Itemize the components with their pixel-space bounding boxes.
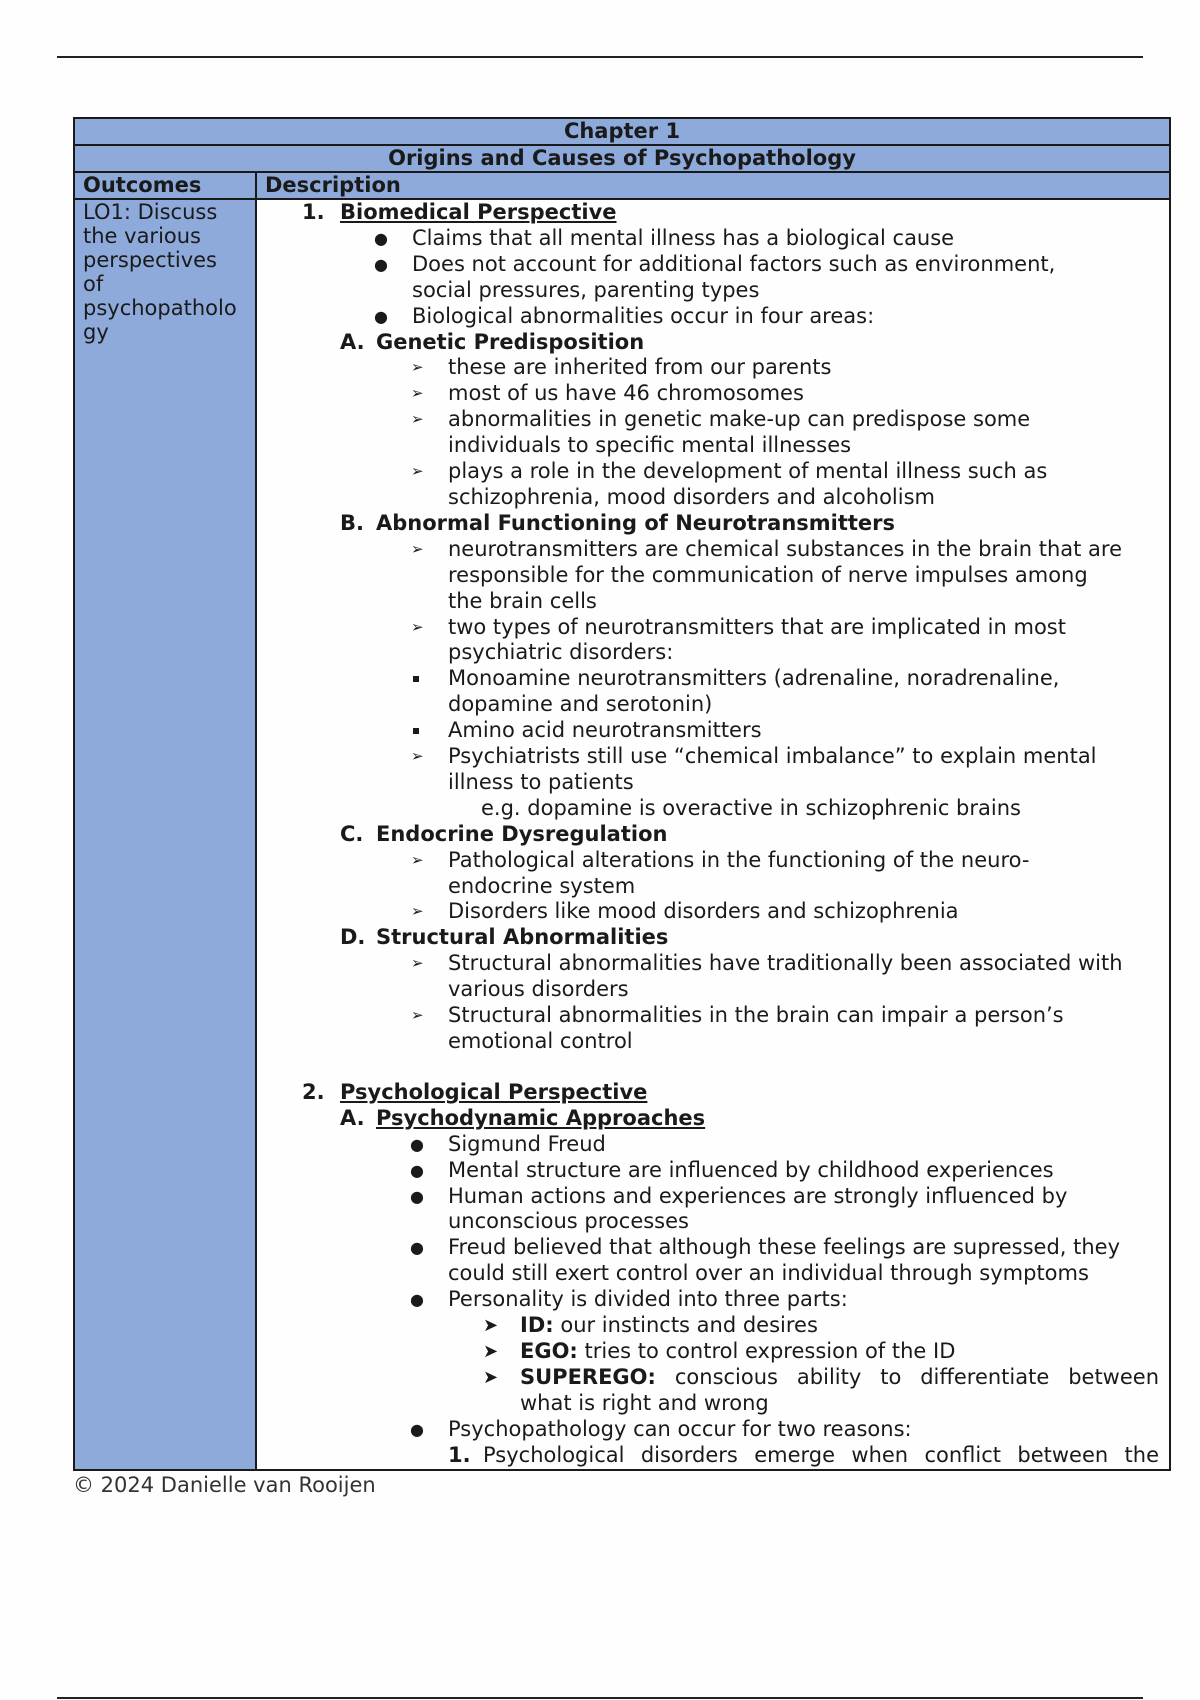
arrow-bullet-icon: ➤ xyxy=(483,1366,499,1388)
copyright-footer: © 2024 Danielle van Rooijen xyxy=(73,1473,376,1497)
list-item-continued: illness to patients xyxy=(448,769,634,794)
section-number: 2. xyxy=(302,1079,325,1104)
subsection-title: Abnormal Functioning of Neurotransmitters xyxy=(376,510,896,535)
arrow-bullet-icon: ➤ xyxy=(483,1340,499,1362)
list-item-continued: dopamine and serotonin) xyxy=(448,692,713,717)
subsection-letter: A. xyxy=(340,1105,365,1130)
outcome-cell xyxy=(74,199,256,1470)
subsection-title: Psychodynamic Approaches xyxy=(376,1105,706,1130)
list-item: ● Does not account for additional factors such as environment, xyxy=(374,251,1056,276)
list-item-continued: the brain cells xyxy=(448,588,597,613)
list-item-continued: social pressures, parenting types xyxy=(412,277,760,302)
list-item-continued: schizophrenia, mood disorders and alcoholism xyxy=(448,484,935,509)
section-heading xyxy=(257,200,1159,226)
arrow-bullet-icon: ➢ xyxy=(411,539,424,558)
list-item: ➢ neurotransmitters are chemical substances in the brain that are xyxy=(411,536,1123,561)
section-title: Biomedical Perspective xyxy=(340,200,617,224)
list-item: ➤ SUPEREGO: conscious ability to differentiate between xyxy=(483,1364,1160,1389)
bullet-icon: ● xyxy=(374,254,388,274)
example-text: e.g. dopamine is overactive in schizophrenic brains xyxy=(481,795,1021,820)
arrow-bullet-icon: ➢ xyxy=(411,462,424,481)
outcome-line: of xyxy=(83,272,104,296)
list-item: ● Sigmund Freud xyxy=(410,1131,606,1156)
arrow-bullet-icon: ➢ xyxy=(411,358,424,377)
subsection-title: Genetic Predisposition xyxy=(376,329,645,354)
list-item-continued: unconscious processes xyxy=(448,1209,689,1234)
bullet-icon: ● xyxy=(410,1290,424,1310)
list-item: ➢ two types of neurotransmitters that are implicated in most xyxy=(411,614,1066,639)
arrow-bullet-icon: ➢ xyxy=(411,747,424,766)
chapter-title: Origins and Causes of Psychopathology xyxy=(74,145,1170,172)
list-item: ● Personality is divided into three parts: xyxy=(410,1287,848,1312)
subsection-letter: C. xyxy=(340,821,364,846)
subsection-letter: D. xyxy=(340,925,366,950)
list-item-continued: what is right and wrong xyxy=(520,1390,769,1415)
square-bullet-icon xyxy=(413,676,419,682)
footer-rule xyxy=(57,1697,1143,1699)
bullet-icon: ● xyxy=(410,1419,424,1439)
section-title: Psychological Perspective xyxy=(340,1079,648,1104)
subsection-heading xyxy=(257,330,1159,356)
list-item: ➢ Disorders like mood disorders and schizophrenia xyxy=(411,899,959,924)
list-item: ➢ most of us have 46 chromosomes xyxy=(411,381,804,406)
chapter-table xyxy=(73,117,1171,1471)
arrow-bullet-icon: ➤ xyxy=(483,1315,499,1337)
list-item: ➢ these are inherited from our parents xyxy=(411,355,832,380)
outcome-line: the various xyxy=(83,224,202,248)
chapter-heading: Chapter 1 xyxy=(74,118,1170,145)
arrow-bullet-icon: ➢ xyxy=(411,384,424,403)
header-rule xyxy=(57,56,1143,58)
bullet-icon: ● xyxy=(410,1238,424,1258)
outcomes-header: Outcomes xyxy=(74,172,256,199)
outcome-line: perspectives xyxy=(83,248,217,272)
arrow-bullet-icon: ➢ xyxy=(411,410,424,429)
description-header: Description xyxy=(256,172,1170,199)
bullet-icon: ● xyxy=(410,1160,424,1180)
list-item: ➢ abnormalities in genetic make-up can predispose some xyxy=(411,407,1031,432)
list-item-continued: psychiatric disorders: xyxy=(448,640,674,665)
list-item: ● Claims that all mental illness has a biological cause xyxy=(374,225,955,250)
subsection-heading xyxy=(257,511,1159,537)
arrow-bullet-icon: ➢ xyxy=(411,617,424,636)
list-item-continued: could still exert control over an individual through symptoms xyxy=(448,1261,1089,1286)
arrow-bullet-icon: ➢ xyxy=(411,1006,424,1025)
list-item: ➢ Structural abnormalities have traditionally been associated with xyxy=(411,951,1123,976)
section-number: 1. xyxy=(302,200,325,224)
section-heading xyxy=(257,1080,1159,1106)
bullet-icon: ● xyxy=(410,1134,424,1154)
list-item-continued: responsible for the communication of nerve impulses among xyxy=(448,562,1088,587)
list-item: ● Freud believed that although these feelings are supressed, they xyxy=(410,1235,1121,1260)
numbered-item: 1. Psychological disorders emerge when conflict between the xyxy=(448,1442,1160,1467)
subsection-heading xyxy=(257,822,1159,848)
list-item: ● Human actions and experiences are strongly influenced by xyxy=(410,1183,1068,1208)
outcome-line: psychopatholo xyxy=(83,296,237,320)
item-number: 1. xyxy=(448,1442,471,1467)
list-item-continued: emotional control xyxy=(448,1029,633,1053)
list-item: ● Biological abnormalities occur in four areas: xyxy=(374,303,875,328)
list-item: ➢ Pathological alterations in the functioning of the neuro- xyxy=(411,847,1030,872)
list-item: Monoamine neurotransmitters (adrenaline, noradrenaline, xyxy=(257,666,1159,692)
bullet-icon: ● xyxy=(410,1186,424,1206)
bullet-icon: ● xyxy=(374,228,388,248)
subsection-heading xyxy=(257,925,1159,951)
arrow-bullet-icon: ➢ xyxy=(411,850,424,869)
list-item: ➢ plays a role in the development of mental illness such as xyxy=(411,459,1048,484)
subsection-title: Endocrine Dysregulation xyxy=(376,821,668,846)
subsection-letter: B. xyxy=(340,510,364,535)
list-item: ➤ EGO: tries to control expression of the ID xyxy=(483,1338,956,1363)
subsection-title: Structural Abnormalities xyxy=(376,925,669,950)
list-item: ➢ Structural abnormalities in the brain can impair a person’s xyxy=(411,1003,1064,1028)
outcome-line: gy xyxy=(83,320,109,344)
arrow-bullet-icon: ➢ xyxy=(411,954,424,973)
subsection-letter: A. xyxy=(340,329,365,354)
arrow-bullet-icon: ➢ xyxy=(411,902,424,921)
outcome-line: LO1: Discuss xyxy=(83,200,218,224)
list-item: ● Mental structure are influenced by childhood experiences xyxy=(410,1157,1054,1182)
list-item: ➤ ID: our instincts and desires xyxy=(483,1313,818,1338)
list-item-continued: various disorders xyxy=(448,977,629,1002)
description-cell xyxy=(256,199,1170,1470)
square-bullet-icon xyxy=(413,728,419,734)
list-item-continued: individuals to specific mental illnesses xyxy=(448,433,852,458)
list-item: ➢ Psychiatrists still use “chemical imbalance” to explain mental xyxy=(411,744,1097,769)
list-item: ● Psychopathology can occur for two reasons: xyxy=(410,1416,912,1441)
bullet-icon: ● xyxy=(374,306,388,326)
subsection-heading xyxy=(257,1106,1159,1132)
list-item-continued: endocrine system xyxy=(448,873,636,898)
list-item: Amino acid neurotransmitters xyxy=(257,718,1159,744)
spacer xyxy=(257,1055,1159,1080)
